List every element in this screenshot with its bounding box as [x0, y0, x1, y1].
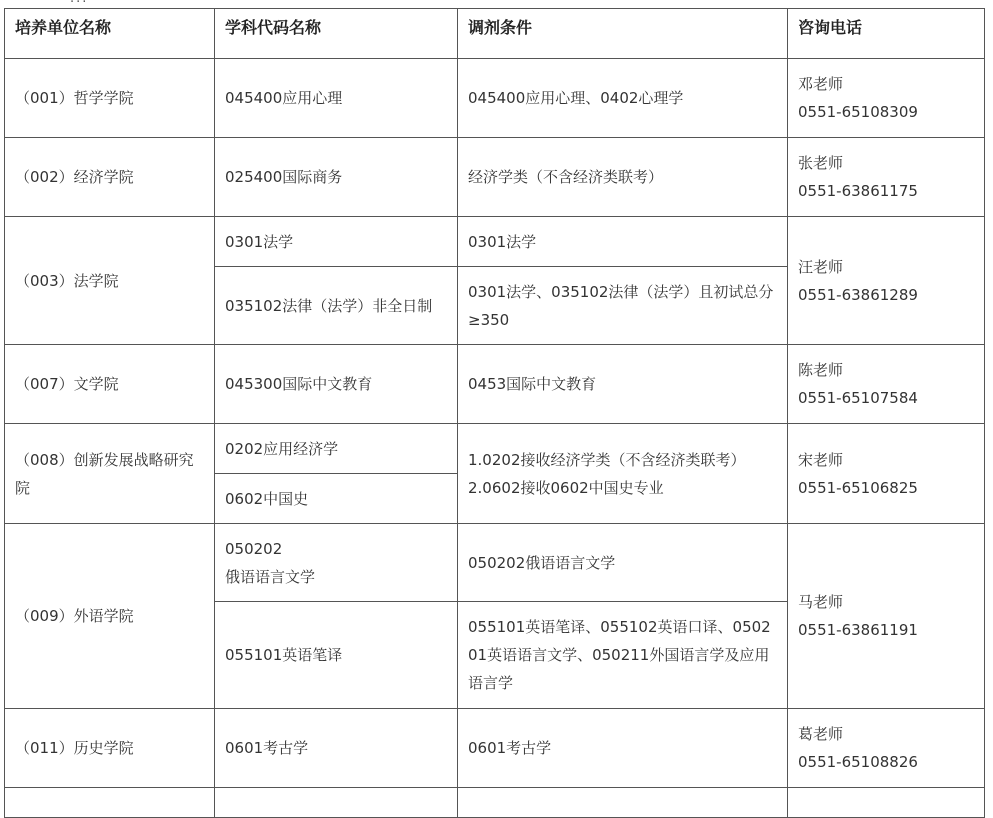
- condition-line: 1.0202接收经济学类（不含经济类联考）: [468, 450, 746, 469]
- condition-cell: 经济学类（不含经济类联考）: [458, 138, 788, 217]
- major-code: 050202: [225, 539, 283, 558]
- table-row: [5, 217, 985, 267]
- table-row: [5, 59, 985, 138]
- condition-cell: 0453国际中文教育: [458, 345, 788, 424]
- contact-cell: [788, 59, 985, 138]
- contact-cell: [788, 345, 985, 424]
- condition-cell: 055101英语笔译、055102英语口译、050201英语语言文学、050211外国语言学及应用语言学: [458, 602, 788, 709]
- major-cell: 0301法学: [215, 217, 458, 267]
- unit-cell: （001）哲学学院: [5, 59, 215, 138]
- header-unit: 培养单位名称: [5, 9, 215, 59]
- contact-cell: [788, 709, 985, 788]
- unit-cell: （011）历史学院: [5, 709, 215, 788]
- unit-cell: （002）经济学院: [5, 138, 215, 217]
- table-row: [5, 709, 985, 788]
- unit-cell: （008）创新发展战略研究院: [5, 424, 215, 524]
- contact-cell: [788, 217, 985, 345]
- empty-cell: [458, 788, 788, 818]
- contact-name: 陈老师: [798, 361, 844, 379]
- unit-cell: （009）外语学院: [5, 524, 215, 709]
- unit-cell: （003）法学院: [5, 217, 215, 345]
- condition-cell: 0601考古学: [458, 709, 788, 788]
- contact-phone: 0551-65107584: [798, 389, 918, 407]
- header-contact: 咨询电话: [788, 9, 985, 59]
- condition-cell: 045400应用心理、0402心理学: [458, 59, 788, 138]
- table-row: [5, 524, 985, 602]
- table-row-partial: [5, 788, 985, 818]
- condition-cell: 0301法学: [458, 217, 788, 267]
- empty-cell: [5, 788, 215, 818]
- major-cell: 055101英语笔译: [215, 602, 458, 709]
- table-row: [5, 345, 985, 424]
- major-cell: 045300国际中文教育: [215, 345, 458, 424]
- condition-cell: 0301法学、035102法律（法学）且初试总分≥350: [458, 267, 788, 345]
- contact-cell: [788, 424, 985, 524]
- major-cell: 025400国际商务: [215, 138, 458, 217]
- condition-cell: [458, 424, 788, 524]
- contact-phone: 0551-65108309: [798, 103, 918, 121]
- header-major: 学科代码名称: [215, 9, 458, 59]
- unit-cell: （007）文学院: [5, 345, 215, 424]
- adjustment-table: [4, 8, 985, 818]
- table-row: [5, 138, 985, 217]
- contact-cell: [788, 138, 985, 217]
- contact-phone: 0551-65106825: [798, 478, 918, 497]
- empty-cell: [788, 788, 985, 818]
- empty-cell: [215, 788, 458, 818]
- condition-cell: 050202俄语语言文学: [458, 524, 788, 602]
- previous-text-fragment: [70, 0, 88, 3]
- condition-line: 2.0602接收0602中国史专业: [468, 478, 664, 497]
- major-cell: 0202应用经济学: [215, 424, 458, 474]
- contact-name: 邓老师: [798, 75, 844, 93]
- major-cell: 045400应用心理: [215, 59, 458, 138]
- contact-phone: 0551-63861175: [798, 182, 918, 200]
- header-condition: 调剂条件: [458, 9, 788, 59]
- header-row: [5, 9, 985, 59]
- contact-phone: 0551-63861191: [798, 621, 918, 639]
- major-cell: 035102法律（法学）非全日制: [215, 267, 458, 345]
- contact-name: 葛老师: [798, 725, 844, 743]
- major-cell: 0601考古学: [215, 709, 458, 788]
- major-name: 俄语语言文学: [225, 567, 316, 586]
- contact-name: 马老师: [798, 593, 844, 611]
- contact-name: 张老师: [798, 154, 844, 172]
- contact-cell: [788, 524, 985, 709]
- table-row: [5, 424, 985, 474]
- contact-name: 宋老师: [798, 450, 844, 469]
- major-cell: [215, 524, 458, 602]
- contact-phone: 0551-65108826: [798, 753, 918, 771]
- contact-phone: 0551-63861289: [798, 285, 918, 304]
- major-cell: 0602中国史: [215, 474, 458, 524]
- contact-name: 汪老师: [798, 257, 844, 276]
